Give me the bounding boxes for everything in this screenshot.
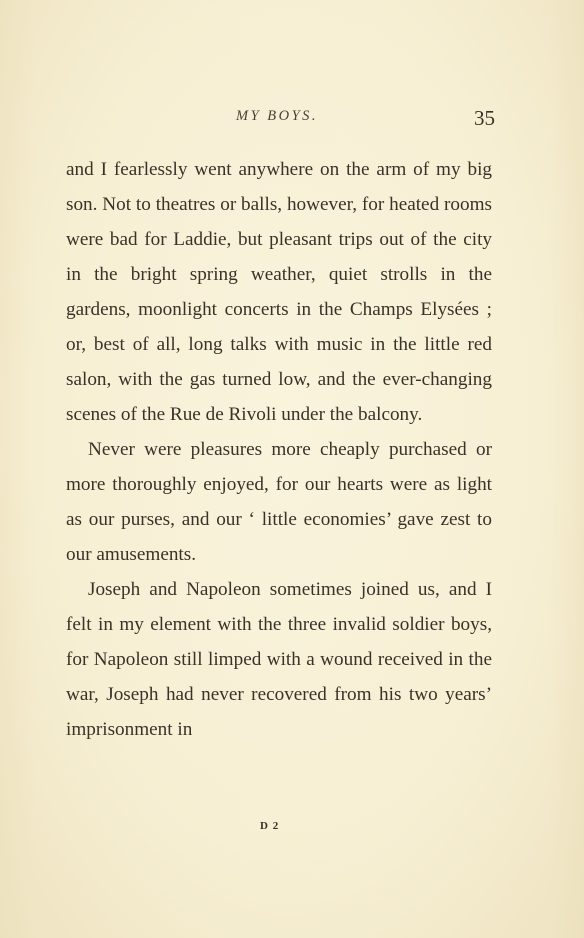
paragraph: Joseph and Napoleon sometimes joined us, and I felt in my element with the three invalid soldier boys, for Napoleon still limped with a wound received in the war, Joseph had never recovered from his two years’ imprisonment in <box>66 579 492 740</box>
signature-mark: D 2 <box>260 820 280 832</box>
page-number: 35 <box>474 106 495 130</box>
body-text <box>66 152 492 747</box>
running-head <box>0 106 584 130</box>
paragraph: Never were pleasures more cheaply purchased or more thoroughly enjoyed, for our hearts were as light as our purses, and our ‘ little economies’ gave zest to our amusements. <box>66 439 492 565</box>
paragraph-continued: and I fearlessly went anywhere on the arm of my big son. Not to theatres or balls, however, for heated rooms were bad for Laddie, but pleasant trips out of the city in the bright spring weather, quiet strolls in the gardens, moonlight concerts in the Champs Elysées ; or, best of all, long talks with music in the little red salon, with the gas turned low, and the ever-changing scenes of the Rue de Rivoli under the balcony. <box>66 159 492 425</box>
running-title: MY BOYS. <box>236 108 319 124</box>
